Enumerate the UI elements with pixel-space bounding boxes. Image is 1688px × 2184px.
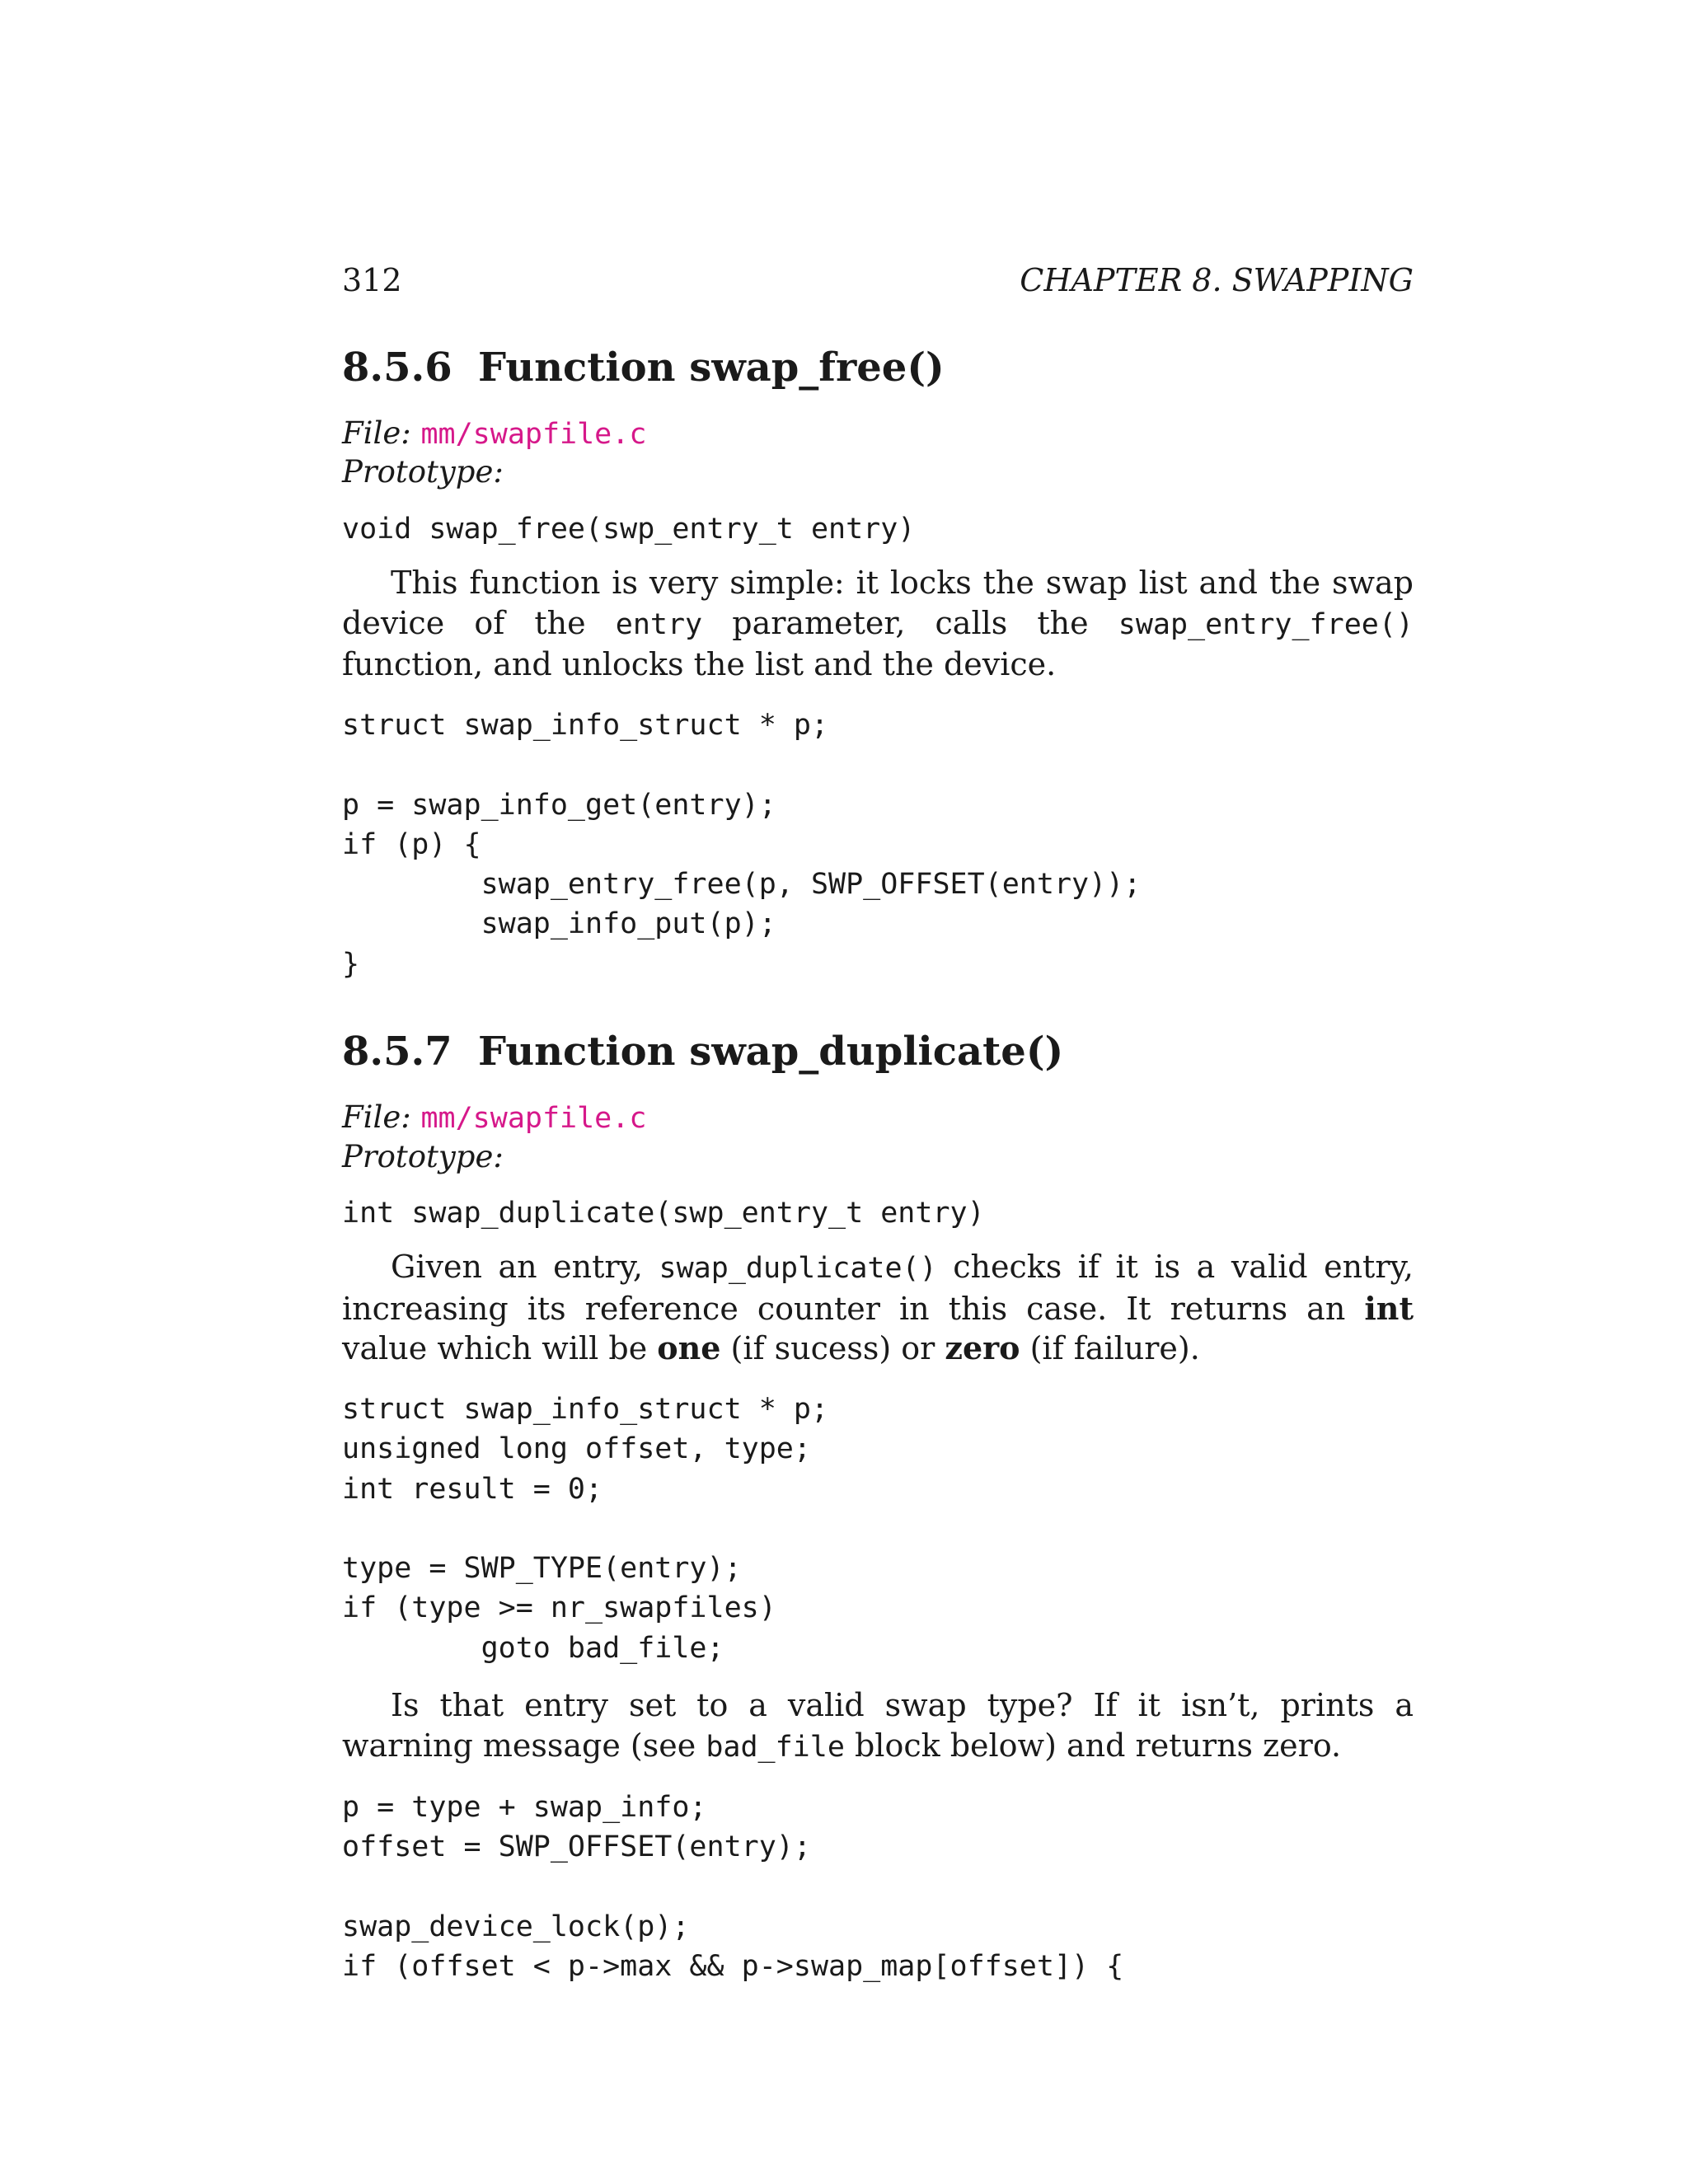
section-number: 8.5.6: [342, 344, 452, 391]
inline-code: swap_duplicate(): [659, 1252, 937, 1285]
inline-code: entry: [615, 607, 703, 641]
text-run: This function is very simple: it locks the swap list and the swap device of the: [342, 565, 1414, 641]
file-label: File:: [342, 415, 411, 451]
text-run: function, and unlocks the list and the device.: [342, 646, 1057, 682]
file-path-link[interactable]: mm/swapfile.c: [420, 418, 647, 451]
text-run: (if failure).: [1020, 1330, 1200, 1366]
file-path-link[interactable]: mm/swapfile.c: [420, 1102, 647, 1135]
code-block: struct swap_info_struct * p; p = swap_info_get(entry); if (p) { swap_entry_free(p, SWP_OFFSET(entry)); swap_info_put(p); }: [342, 709, 1142, 981]
section-number: 8.5.7: [342, 1029, 452, 1075]
prototype-code: void swap_free(swp_entry_t entry): [342, 513, 916, 546]
text-run: checks if it is a valid entry, increasing its reference counter in this case. It returns an: [342, 1249, 1414, 1327]
text-run: (if sucess) or: [720, 1330, 945, 1366]
code-block: struct swap_info_struct * p; unsigned long offset, type; int result = 0; type = SWP_TYPE(entry); if (type >= nr_swapfiles) goto bad_file;: [342, 1393, 829, 1665]
file-line: [342, 414, 646, 454]
description-paragraph: [342, 1685, 1414, 1767]
code-block: p = type + swap_info; offset = SWP_OFFSET(entry); swap_device_lock(p); if (offset < p->max && p->swap_map[offset]) {: [342, 1791, 1124, 1984]
section-heading-swap-duplicate: [342, 1029, 1063, 1075]
section-title: Function swap_free(): [478, 344, 945, 391]
text-run: block below) and returns zero.: [844, 1727, 1342, 1764]
inline-code: bad_file: [706, 1730, 845, 1764]
description-paragraph: [342, 1247, 1414, 1369]
bold-term: zero: [945, 1329, 1020, 1366]
section-heading-swap-free: [342, 344, 945, 391]
file-line: [342, 1098, 646, 1138]
description-paragraph: [342, 563, 1414, 685]
bold-term: int: [1364, 1289, 1414, 1327]
prototype-label: Prototype:: [342, 1139, 504, 1174]
inline-code: swap_entry_free(): [1118, 607, 1414, 641]
page-number: 312: [342, 262, 402, 298]
section-title: Function swap_duplicate(): [478, 1029, 1064, 1075]
text-run: Given an entry,: [391, 1249, 659, 1285]
text-run: parameter, calls the: [702, 604, 1118, 641]
file-label: File:: [342, 1099, 411, 1135]
prototype-code: int swap_duplicate(swp_entry_t entry): [342, 1197, 985, 1230]
chapter-title: CHAPTER 8. SWAPPING: [1020, 262, 1414, 298]
text-run: Is that entry set to a valid swap type? If it isn’t, prints a warning message (see: [342, 1687, 1414, 1764]
bold-term: one: [657, 1329, 721, 1366]
prototype-label: Prototype:: [342, 454, 504, 490]
text-run: value which will be: [342, 1330, 658, 1366]
running-header: [342, 262, 1414, 303]
